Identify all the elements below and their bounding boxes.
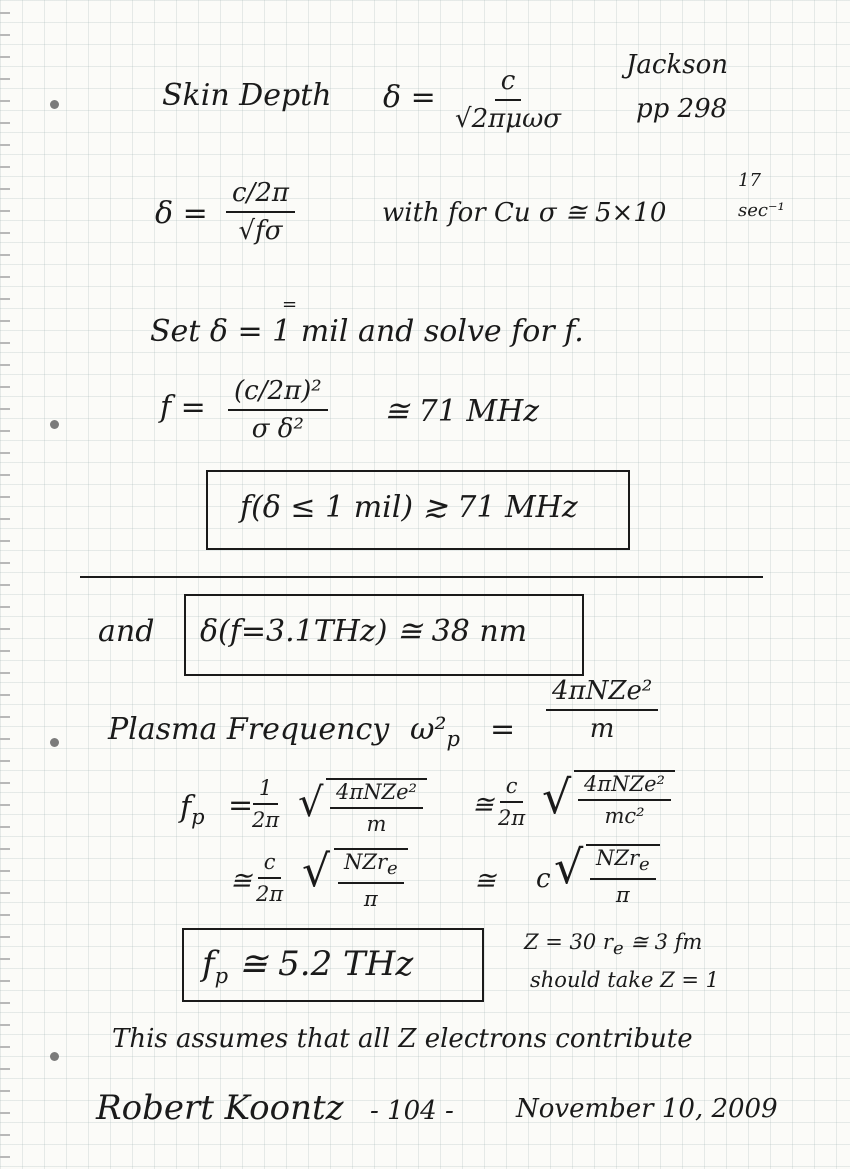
subscript-e: e <box>612 938 624 960</box>
fraction-denominator: √2πμωσ <box>455 104 562 134</box>
assumption-statement: This assumes that all Z electrons contribute <box>112 1024 693 1054</box>
radicand-2 <box>574 770 675 828</box>
one-over-two-pi <box>252 776 279 832</box>
frequency-lhs: f = <box>160 390 206 425</box>
plasma-omega-fraction <box>546 676 658 744</box>
radicand-4 <box>586 844 660 907</box>
radical-sign: √ <box>542 770 572 824</box>
c-over-two-pi <box>498 774 525 830</box>
double-tick-mark: = <box>282 294 298 315</box>
radical-sign: √ <box>302 846 331 897</box>
boxed-frequency-result: f(δ ≤ 1 mil) ≳ 71 MHz <box>240 490 578 525</box>
fraction-numerator: 4πNZe² <box>578 772 671 801</box>
skin-depth-fraction <box>455 66 561 134</box>
boxed-skin-depth-result: δ(f=3.1THz) ≅ 38 nm <box>200 614 528 649</box>
date: November 10, 2009 <box>516 1094 778 1124</box>
side-note-line-1 <box>524 930 702 959</box>
side-note-line-2: should take Z = 1 <box>530 968 719 992</box>
fraction-denominator: σ δ² <box>251 414 304 444</box>
fraction-numerator: c <box>258 850 282 879</box>
boxed-plasma-frequency <box>202 944 413 988</box>
plasma-frequency-value: ≅ 5.2 THz <box>238 944 414 984</box>
fp-lhs <box>180 790 205 829</box>
equals-sign: = <box>228 788 254 823</box>
fraction-denominator: √fσ <box>238 216 283 246</box>
reference-pages: pp 298 <box>636 94 728 124</box>
delta-fraction <box>226 178 295 246</box>
fraction-numerator: c/2π <box>226 178 295 213</box>
punch-hole <box>50 420 59 429</box>
skin-depth-lhs: δ = <box>383 80 436 115</box>
subscript-p: p <box>214 963 229 988</box>
fraction-denominator: 2π <box>252 808 280 832</box>
approx-sign: ≅ <box>230 866 252 896</box>
fraction-numerator <box>338 850 404 884</box>
fraction-denominator: 2π <box>498 806 526 830</box>
fraction-numerator <box>590 846 656 880</box>
frequency-fraction <box>228 376 328 444</box>
author-signature: Robert Koontz <box>96 1088 344 1128</box>
radical-sign: √ <box>554 840 584 894</box>
radical-sign: √ <box>298 780 324 826</box>
fraction-numerator: c <box>500 774 524 803</box>
fraction-denominator: π <box>363 887 378 912</box>
set-delta-statement: Set δ = 1 mil and solve for f. <box>150 314 584 349</box>
conductivity-exponent: 17 <box>738 170 761 191</box>
approx-sign: ≅ <box>472 790 494 820</box>
delta-lhs: δ = <box>155 196 208 231</box>
binder-perforations <box>0 0 10 1169</box>
numerator-text: NZr <box>596 846 640 870</box>
punch-hole <box>50 1052 59 1061</box>
subscript-p: p <box>191 805 205 829</box>
z-value: Z = 30 r <box>524 930 613 954</box>
fp-symbol: f <box>202 944 215 984</box>
subscript-e: e <box>639 854 650 876</box>
fraction-denominator: π <box>615 883 630 908</box>
reference-author: Jackson <box>626 50 728 80</box>
equals-sign: = <box>490 712 516 747</box>
copper-conductivity-note: with for Cu σ ≅ 5×10 <box>382 198 667 228</box>
omega-p-squared <box>410 712 460 751</box>
conductivity-unit: sec⁻¹ <box>738 200 785 221</box>
fraction-denominator: 2π <box>256 882 284 906</box>
c-over-two-pi <box>256 850 283 906</box>
subscript-p: p <box>446 727 460 751</box>
fraction-denominator: mc² <box>604 804 645 828</box>
fraction-numerator: (c/2π)² <box>228 376 328 411</box>
section-divider <box>80 576 763 578</box>
omega-squared: ω² <box>410 712 447 747</box>
subscript-e: e <box>387 858 398 880</box>
radicand-3 <box>334 848 408 911</box>
frequency-result: ≅ 71 MHz <box>384 394 540 429</box>
punch-hole <box>50 738 59 747</box>
fp-symbol: f <box>180 790 192 825</box>
radicand-1 <box>326 778 427 836</box>
classical-radius-value: ≅ 3 fm <box>630 930 703 954</box>
numerator-text: NZr <box>344 850 388 874</box>
fraction-numerator: 4πNZe² <box>546 676 658 711</box>
fraction-denominator: m <box>366 812 387 836</box>
fraction-denominator: m <box>589 714 615 744</box>
fraction-numerator: c <box>495 66 522 101</box>
and-prefix: and <box>98 614 155 649</box>
fraction-numerator: 4πNZe² <box>330 780 423 809</box>
speed-of-light-c: c <box>536 864 551 894</box>
plasma-frequency-label: Plasma Frequency <box>108 712 390 747</box>
skin-depth-label: Skin Depth <box>162 78 332 113</box>
page-number: - 104 - <box>370 1096 454 1126</box>
punch-hole <box>50 100 59 109</box>
fraction-numerator: 1 <box>253 776 278 805</box>
approx-sign: ≅ <box>474 866 496 896</box>
